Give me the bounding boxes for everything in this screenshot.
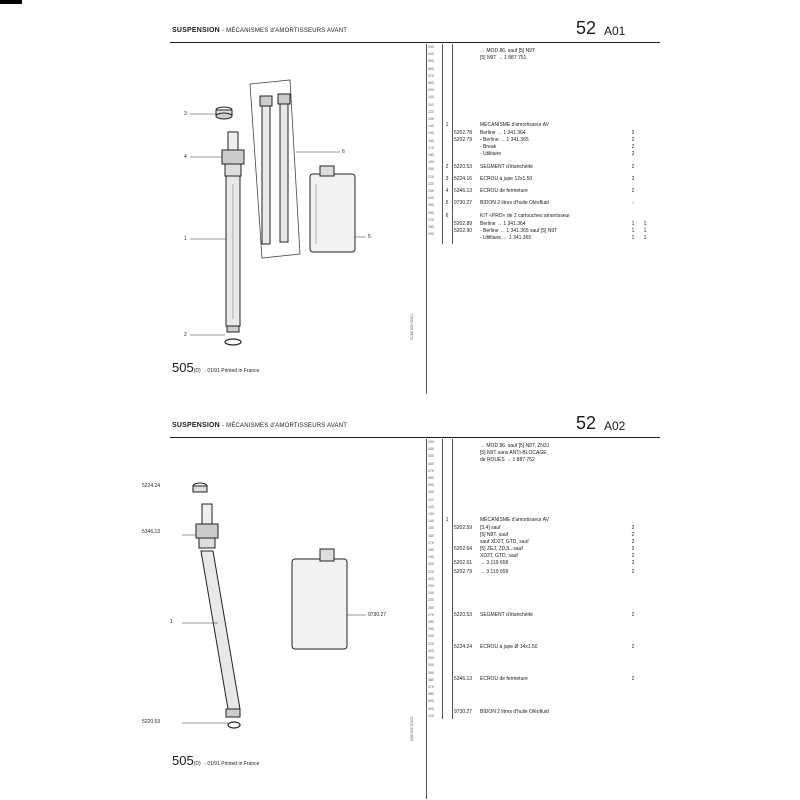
part-seal-drawing [228,722,240,728]
sheet-title: SUSPENSION - MÉCANISMES d'AMORTISSEURS AVANT [172,422,348,429]
exploded-view-drawing [170,439,425,769]
list-item: [5] N9T → 1 887 751 [480,55,527,61]
doc-stamp: 01/88 505 52401 [410,313,414,340]
line-number-column: 030 040 050 060 070 080 090 100 110 120 130 140 150 160 170 180 190 200 210 220 230 240 250 260 270 280 290 300 310 320 330 340 350 360 370 380 390 400 410 [428,440,434,718]
sheet-title: SUSPENSION - MÉCANISMES d'AMORTISSEURS AVANT [172,27,348,34]
list-item: - Utilitaire ← 1 341.365 1 1 [480,235,647,241]
list-item: 2 5220.53 SEGMENT d'étanchéité 2 [445,164,635,170]
list-item: [5] N9T. sauf 2 [480,532,635,538]
list-item: 5202.61 → 3 119 658 2 [454,560,635,566]
list-item: 5202.64 [5] ZEJ, ZDJL, sauf 2 [454,546,635,552]
list-item: 5224.24 ECROU à jupe Ø 14x1.50 2 [454,644,635,650]
list-item: 5202.79 - Berline → 1 341.365 2 [454,137,635,143]
list-item: sauf XD3T, GTD, sauf 2 [480,539,635,545]
callout-label: 5346.13 [142,529,161,535]
list-item: 5202.78 Berline → 1 341.364 2 [454,130,635,136]
list-item: - Break 2 [480,144,635,150]
part-kit-drawing [250,80,300,258]
page-number: 52 [576,18,597,38]
catalog-sheet-a01 [170,20,660,405]
column-divider [426,439,427,799]
list-item: 1 MÉCANISME d'amortisseur AV [445,517,549,523]
part-seal-drawing [225,339,241,345]
callout-label: 1 [184,236,187,242]
exploded-view-drawing [170,44,425,374]
line-number-column: 030 040 050 060 070 080 090 100 110 120 130 140 150 160 170 180 190 200 210 220 230 240 250 260 270 280 290 [428,45,434,237]
list-item: 5346.13 ECROU de fermeture 2 [454,676,635,682]
list-item: → MOD 86. sauf [5] N9T [480,48,536,54]
part-nut-drawing [193,483,207,492]
scan-edge-mark [0,0,22,4]
sheet-header [170,415,660,438]
sheet-footer: 505(D) - 01/91 Printed in France [172,360,260,375]
sheet-header [170,20,660,43]
list-item: XD3T, GTD, sauf 2 [480,553,635,559]
list-item: 5220.53 SEGMENT d'étanchéité 2 [454,612,635,618]
list-item: 9730.27 BIDON 2 litres d'huile Oléofluid [454,709,549,715]
callout-label: 5224.24 [142,483,161,489]
list-item: 5202.90 - Berline ← 1 341.365 sauf [5] N9T 1 1 [454,228,647,234]
callout-label: 6 [342,149,345,155]
catalog-sheet-a02 [142,413,660,800]
column-divider [426,44,427,394]
sheet-code: A01 [604,24,626,38]
sheet-code: A02 [604,419,626,433]
list-item: [5] N9T sans ANTI-BLOCAGE [480,450,547,456]
list-item: 5202.89 Berline → 1 341.364 1 1 [454,221,647,227]
part-shock-absorber-drawing [196,504,240,717]
doc-stamp: 8/86 505 52402 [410,716,414,741]
part-nut-drawing [216,107,232,119]
list-item: → MOD 86. sauf [5] N9T, ZN3J [480,443,550,449]
list-item: 6 KIT «PRO» de 2 cartouches amortisseur [445,213,570,219]
part-shock-absorber-drawing [222,132,244,332]
callout-label: 2 [184,332,187,338]
part-oil-can-drawing [310,166,355,252]
list-item: 3 5224.16 ECROU à jupe 12x1.50 2 [445,176,635,182]
list-item: 5 9730.27 BIDON 2 litres d'huile Oléofluid - [445,200,634,206]
list-item: 5202.59 [3,4] sauf 2 [454,525,635,531]
callout-label: 1 [170,619,173,625]
list-item: 5202.79 → 3 119 659 2 [454,569,635,575]
list-item: 4 5346.13 ECROU de fermeture 2 [445,188,635,194]
list-item: de ROUES → 1 887 752 [480,457,535,463]
callout-label: 5220.53 [142,719,161,725]
list-item: 1 MÉCANISME d'amortisseur AV [445,122,549,128]
callout-label: 9730.27 [368,612,387,618]
callout-label: 3 [184,111,187,117]
callout-label: 4 [184,154,187,160]
page-number: 52 [576,413,597,433]
sheet-footer: 505(D) - 01/91 Printed in France [172,753,260,768]
part-oil-can-drawing [292,549,347,649]
callout-label: 5 [368,234,371,240]
list-item: - Utilitaire 2 [480,151,635,157]
